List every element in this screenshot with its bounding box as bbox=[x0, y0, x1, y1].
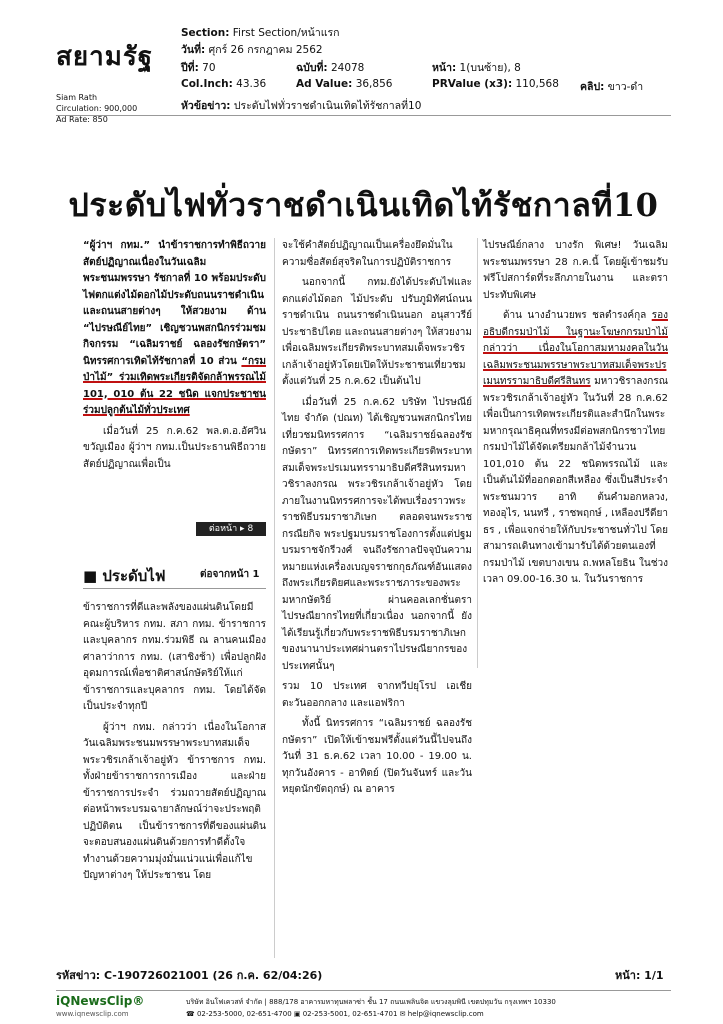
section-row bbox=[181, 24, 340, 41]
article-column-1b bbox=[83, 600, 266, 889]
address-line: บริษัท อินโฟเควสท์ จำกัด | 888/178 อาคารมหาทุนพลาซ่า ชั้น 17 ถนนเพลินจิต แขวงลุมพินี เขตปทุมวัน กรุงเทพฯ 10330 bbox=[186, 998, 556, 1006]
adval-row bbox=[296, 78, 392, 90]
pub-adrate: Ad Rate: 850 bbox=[56, 115, 108, 124]
headline: ประดับไฟทั่วราชดำเนินเทิดไท้รัชกาลที่10 bbox=[68, 186, 659, 224]
page-label: หน้า: bbox=[432, 62, 457, 74]
publication-meta bbox=[56, 92, 137, 125]
issue-label: ฉบับที่: bbox=[296, 62, 328, 74]
paragraph: ทั้งนี้ นิทรรศการ “เฉลิมราชย์ ฉลองรัชกษัตรา” เปิดให้เข้าชมฟรีตั้งแต่วันนี้ไปจนถึงวันที่ 31 ธ.ค.62 เวลา 10.00 - 19.00 น. ทุกวันอังคาร - อาทิตย์ (ปิดวันจันทร์ และวันหยุดนักขัตฤกษ์) ณ อาคาร bbox=[282, 718, 472, 795]
colinch-row bbox=[181, 78, 266, 90]
para-text: มหาวชิราลงกรณ พระวชิรเกล้าเจ้าอยู่หัว ในวันที่ 28 ก.ค.62 เพื่อเป็นการเทิดพระเกียรติและสำนึกในพระมหากรุณาธิคุณที่ทรงมีต่อพสกนิกรชาวไทยกรมป่าไม้ได้จัดเตรียมกล้าไม้จำนวน 101,010 ต้น 22 ชนิดพรรณไม้ และเป็นต้นไม้ที่ออกดอกสีเหลือง ซึ่งเป็นสีประจำพระชนมวาร อาทิ ต้นคำมอกหลวง, ทองอุไร, นนทรี , ราชพฤกษ์ , เหลืองปรีดียาธร , เพื่อแจกจ่ายให้กับประชาชนทั่วไป โดยสามารถเดินทางเข้ามารับได้ด้วยตนเองที่กรมป่าไม้ เขตบางเขน ถ.พหลโยธิน ในช่วงเวลา 09.00-16.30 น. ในวันราชการ bbox=[483, 376, 668, 585]
clip-label: คลิป: bbox=[580, 81, 605, 93]
prval-label: PRValue (x3): bbox=[432, 78, 513, 90]
lead-text: “ผู้ว่าฯ กทม.” นำข้าราชการทำพิธีถวายสัตย์ปฏิญาณเนื่องในวันเฉลิมพระชนมพรรษา รัชกาลที่ 10 พร้อมประดับไฟตกแต่งไม้ดอกไม้ประดับถนนราชดำเนิน และถนนสายต่างๆ ให้สวยงาม ด้าน “ไปรษณีย์ไทย” เชิญชวนพสกนิกรร่วมชมกิจกรรม “เฉลิมราชย์ ฉลองรัชกษัตรา” นิทรรศการเทิดไท้รัชกาลที่ 10 ส่วน bbox=[83, 240, 266, 367]
prval-value: 110,568 bbox=[515, 78, 559, 90]
column-divider bbox=[477, 238, 478, 668]
footer-divider bbox=[56, 990, 671, 991]
page-row bbox=[432, 59, 521, 76]
lead-highlight: “กรมป่าไม้” ร่วมเทิดพระเกียรติจัดกล้าพรรณไม้ 101, 010 ต้น 22 ชนิด แจกประชาชนร่วมปลูกต้นไม้ทั่วประเทศ bbox=[83, 355, 267, 416]
article-column-2 bbox=[282, 238, 472, 803]
section-divider bbox=[83, 588, 266, 589]
paragraph: ผู้ว่าฯ กทม. กล่าวว่า เนื่องในโอกาสวันเฉลิมพระชนมพรรษาพระบาทสมเด็จพระวชิรเกล้าเจ้าอยู่หัว ข้าราชการ กทม. ทั้งฝ่ายข้าราชการการเมือง และฝ่ายข้าราชการประจำ ร่วมถวายสัตย์ปฏิญาณต่อหน้าพระบรมฉายาลักษณ์ว่าจะประพฤติปฏิบัติตน เป็นข้าราชการที่ดีของแผ่นดิน จะตอบสนองแผ่นดินด้วยการทำดีตั้งใจทำงานด้วยความมุ่งมั่นแน่วแน่เพื่อแก้ไขปัญหาต่างๆ ให้ประชาชน โดย bbox=[83, 721, 266, 881]
clip-row bbox=[580, 78, 643, 95]
prval-row bbox=[432, 78, 559, 90]
issue-row bbox=[296, 59, 364, 76]
date-label: วันที่: bbox=[181, 44, 206, 56]
year-value: 70 bbox=[202, 62, 216, 74]
topic-value: ประดับไฟทั่วราชดำเนินเทิดไท้รัชกาลที่10 bbox=[233, 100, 422, 112]
header-divider bbox=[56, 115, 671, 116]
lead-paragraph bbox=[83, 238, 266, 420]
article-column-1 bbox=[83, 238, 266, 477]
page-count: หน้า: 1/1 bbox=[615, 969, 664, 982]
paragraph: ไปรษณีย์กลาง บางรัก พิเศษ! วันเฉลิมพระชนมพรรษา 28 ก.ค.นี้ โดยผู้เข้าชมรับฟรีโปสการ์ดที่ระลึกภายในงาน และตราประทับพิเศษ bbox=[483, 240, 668, 301]
paragraph: เมื่อวันที่ 25 ก.ค.62 บริษัท ไปรษณีย์ไทย จำกัด (ปณท) ได้เชิญชวนพสกนิกรไทย เที่ยวชมนิทรรศการ “เฉลิมราชย์ฉลองรัชกษัตรา” นิทรรศการเทิดพระเกียรติพระบาทสมเด็จพระปรเมนทรรามาธิบดีศรีสินทรมหาวชิราลงกรณ พระวชิรเกล้าเจ้าอยู่หัว โดยภายในงานนิทรรศการจะได้พบเรื่องราวพระราชพิธีบรมราชาภิเษก ตลอดจนพระราชกรณียกิจ พระปฐมบรมราชโองการตั้งแต่ปฐมบรมราชจักรีวงศ์ จนถึงรัชกาลปัจจุบันความหมายแห่งเครื่องเบญจราชกกุธภัณฑ์อันแสดงถึงพระเกียรติยศและพระราชภาระของพระมหากษัตริย์ ผ่านคอลเลกชั่นตราไปรษณียากรไทยที่เกี่ยวเนื่อง นอกจากนี้ ยังได้เรียนรู้เกี่ยวกับพระราชพิธีบรมราชาภิเษกของนานาประเทศผ่านตราไปรษณียากรของประเทศนั้นๆ bbox=[282, 396, 473, 672]
paragraph bbox=[483, 308, 668, 589]
issue-value: 24078 bbox=[330, 62, 365, 74]
date-row bbox=[181, 41, 323, 58]
continued-badge: ต่อหน้า ▸ 8 bbox=[196, 522, 266, 536]
news-id: รหัสข่าว: C-190726021001 (26 ก.ค. 62/04:26) bbox=[56, 969, 323, 982]
paragraph: รวม 10 ประเทศ จากทวีปยุโรป เอเชียตะวันออกกลาง และแอฟริกา bbox=[282, 681, 472, 709]
brand-url: www.iqnewsclip.com bbox=[56, 1010, 129, 1018]
section-continued-from: ต่อจากหน้า 1 bbox=[200, 569, 260, 580]
adval-value: 36,856 bbox=[355, 78, 393, 90]
pub-name: Siam Rath bbox=[56, 93, 98, 102]
colinch-value: 43.36 bbox=[236, 78, 267, 90]
iqnewsclip-logo: iQNewsClip® bbox=[56, 994, 145, 1008]
para-highlight: รองอธิบดีกรมป่าไม้ ในฐานะโฆษกกรมป่าไม้ กล่าวว่า เนื่องในโอกาสมหามงคลในวันเฉลิมพระชนมพรรษาพระบาทสมเด็จพระปรเมนทรรามาธิบดีศรีสินทร bbox=[483, 310, 668, 387]
paragraph: ข้าราชการที่ดีและพลังของแผ่นดินโดยมีคณะผู้บริหาร กทม. สภา กทม. ข้าราชการและบุคลากร กทม.ร่วมพิธี ณ ลานคนเมืองศาลาว่าการ กทม. (เสาชิงช้า) เพื่อปลูกฝังอุดมการณ์เพื่อชาติศาสน์กษัตริย์ให้แก่ข้าราชการและบุคลากร กทม. โดยได้จัดเป็นประจำทุกปี bbox=[83, 602, 266, 712]
date-value: ศุกร์ 26 กรกฎาคม 2562 bbox=[208, 44, 323, 56]
adval-label: Ad Value: bbox=[296, 78, 353, 90]
year-label: ปีที่: bbox=[181, 62, 199, 74]
section-value: First Section/หน้าแรก bbox=[232, 27, 340, 39]
section-title: ■ ประดับไฟ bbox=[83, 567, 166, 585]
section-label: Section: bbox=[181, 27, 230, 39]
colinch-label: Col.Inch: bbox=[181, 78, 233, 90]
paragraph: เมื่อวันที่ 25 ก.ค.62 พล.ต.อ.อัศวิน ขวัญเมือง ผู้ว่าฯ กทม.เป็นประธานพิธีถวายสัตย์ปฏิญาณเพื่อเป็น bbox=[83, 425, 266, 470]
newspaper-logo: สยามรัฐ bbox=[56, 42, 154, 72]
clip-value: ขาว-ดำ bbox=[607, 81, 644, 93]
article-column-3 bbox=[483, 238, 668, 593]
pub-circulation: Circulation: 900,000 bbox=[56, 104, 138, 113]
page-value: 1(บนซ้าย), 8 bbox=[459, 62, 521, 74]
topic-row bbox=[181, 97, 421, 114]
contact-line: ☎ 02-253-5000, 02-651-4700 ▣ 02-253-5001, 02-651-4701 ✉ help@iqnewsclip.com bbox=[186, 1010, 484, 1018]
paragraph: นอกจากนี้ กทม.ยังได้ประดับไฟและตกแต่งไม้ดอก ไม้ประดับ ปรับภูมิทัศน์ถนนราชดำเนิน ถนนราชดำเนินนอก อนุสาวรีย์ประชาธิปไตย และถนนสายต่างๆ ให้สวยงาม เพื่อเฉลิมพระเกียรติพระบาทสมเด็จพระวชิรเกล้าเจ้าอยู่หัวโดยเปิดให้ประชาชนเที่ยวชมตั้งแต่วันที่ 25 ก.ค.62 เป็นต้นไป bbox=[282, 277, 472, 387]
company-address bbox=[186, 996, 556, 1020]
column-divider bbox=[274, 238, 275, 958]
paragraph: จะใช้คำสัตย์ปฏิญาณเป็นเครื่องยึดมั่นในความซื่อสัตย์สุจริตในการปฏิบัติราชการ bbox=[282, 240, 453, 268]
para-text: ด้าน นางอำนวยพร ชลตำรงค์กุล bbox=[503, 310, 647, 321]
topic-label: หัวข้อข่าว: bbox=[181, 100, 231, 112]
year-row bbox=[181, 59, 216, 76]
